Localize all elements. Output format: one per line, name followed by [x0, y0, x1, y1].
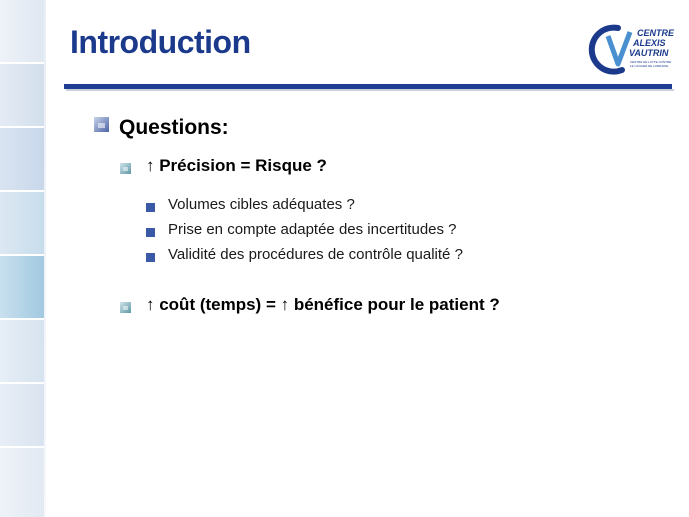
strip-tile	[0, 0, 46, 64]
level3-bullet-icon	[146, 253, 155, 262]
subitem-controle-qualite: Validité des procédures de contrôle qualité ?	[168, 246, 463, 263]
title-rule-shadow	[66, 89, 674, 91]
level3-bullet-icon	[146, 228, 155, 237]
strip-tile	[0, 128, 46, 192]
logo-line1: CENTRE	[637, 28, 675, 38]
item-precision-risk: ↑ Précision = Risque ?	[146, 156, 327, 175]
logo-line3: VAUTRIN	[629, 48, 669, 58]
subitem-incertitudes: Prise en compte adaptée des incertitudes ?	[168, 221, 457, 238]
strip-edge	[44, 0, 46, 517]
logo-tagline2: LE CANCER DE LORRAINE	[630, 64, 669, 68]
level3-bullet-icon	[146, 203, 155, 212]
centre-alexis-vautrin-logo	[588, 20, 680, 78]
logo-line2: ALEXIS	[633, 38, 666, 48]
strip-tile	[0, 448, 46, 517]
left-decorative-strip	[0, 0, 46, 517]
level2-bullet-icon	[120, 163, 132, 175]
subitem-volumes: Volumes cibles adéquates ?	[168, 196, 355, 213]
strip-tile	[0, 320, 46, 384]
strip-tile	[0, 384, 46, 448]
logo-v-shape	[608, 32, 630, 64]
strip-tile	[0, 64, 46, 128]
level2-bullet-icon	[120, 302, 132, 314]
slide-title: Introduction	[70, 24, 251, 60]
level1-bullet-icon	[94, 117, 110, 133]
questions-label: Questions:	[119, 116, 229, 139]
title-rule	[64, 84, 672, 89]
strip-tile	[0, 192, 46, 256]
logo-tagline1: CENTRE DE LUTTE CONTRE	[630, 60, 672, 64]
item-cout-benefice: ↑ coût (temps) = ↑ bénéfice pour le patient ?	[146, 295, 500, 314]
strip-tile	[0, 256, 46, 320]
